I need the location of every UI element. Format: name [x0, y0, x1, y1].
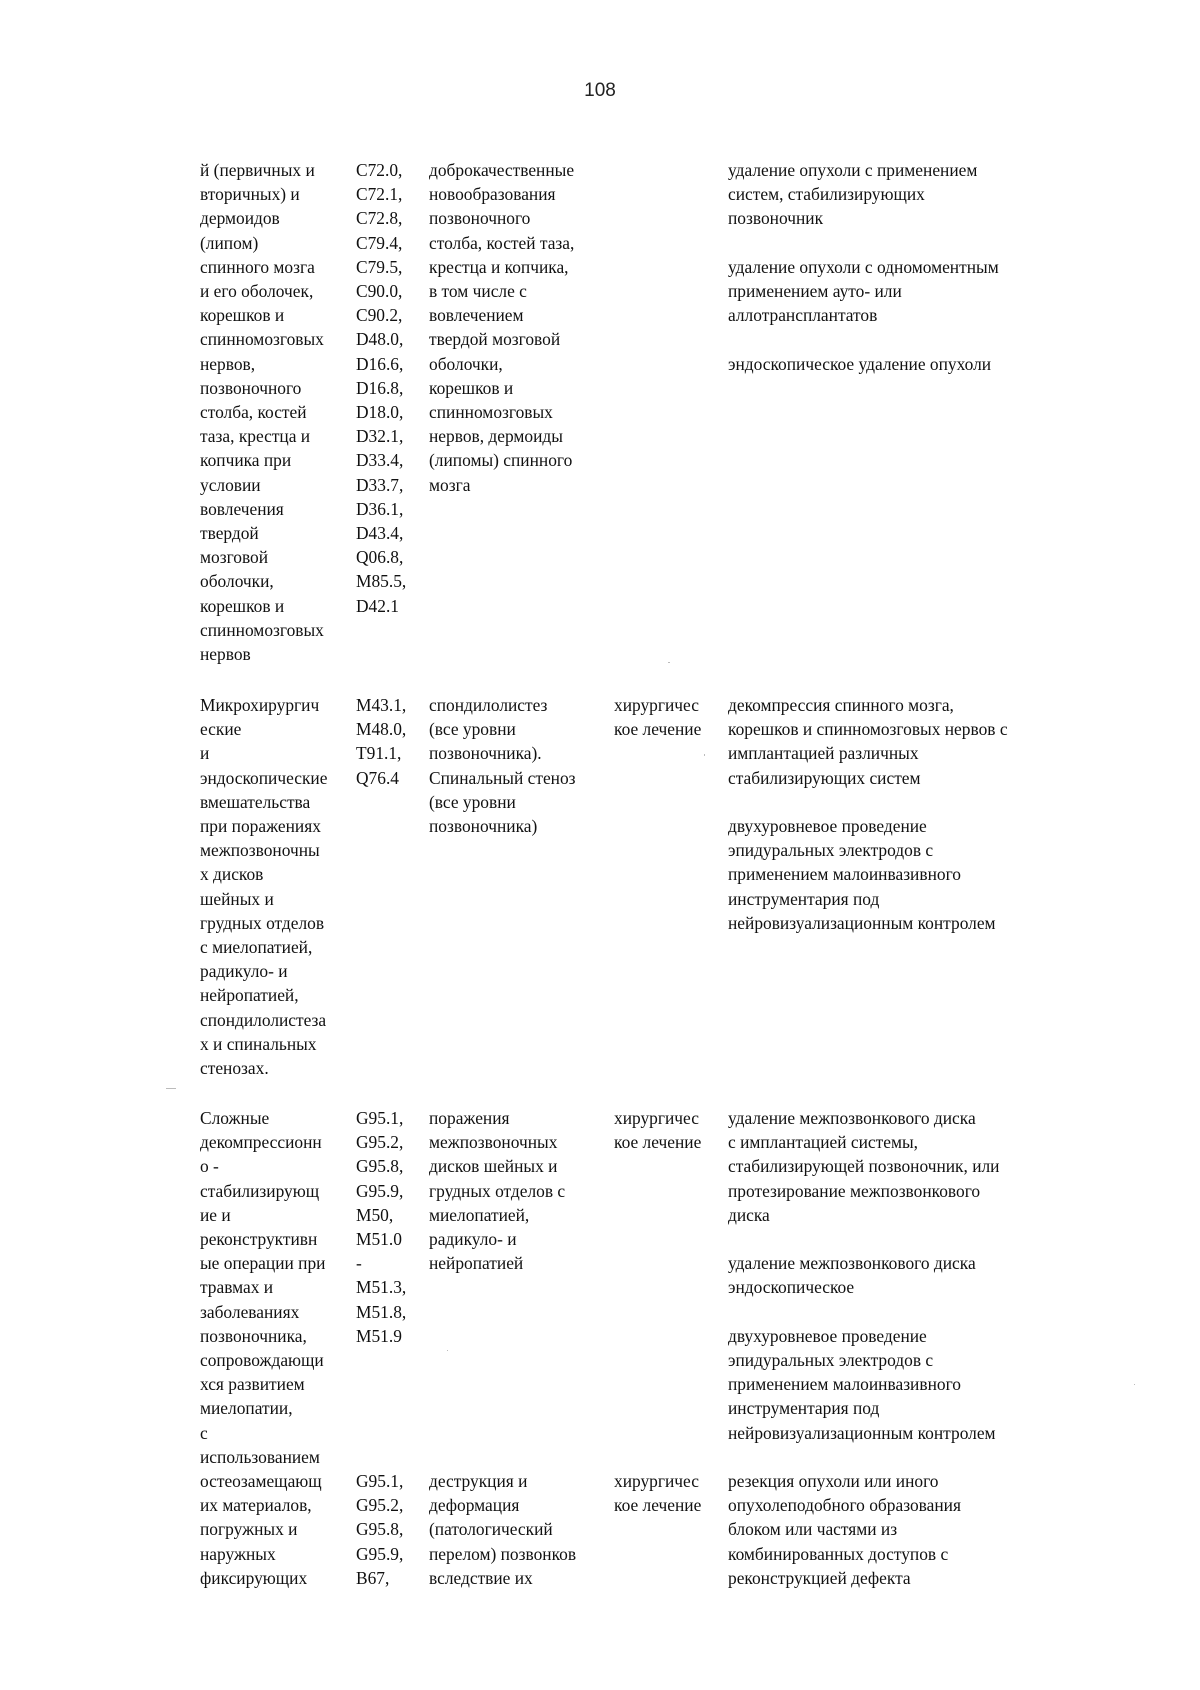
treatment-type-cell: хирургичес кое лечение — [614, 1471, 702, 1516]
intervention-name-cell: Сложные декомпрессионн о - стабилизирующ ие и реконструктивн ые операции при травмах и заболеваниях позвоночника, сопровождающи хся развитием миелопатии, с использованием — [200, 1108, 326, 1467]
treatment-type-cell: хирургичес кое лечение — [614, 1108, 702, 1153]
scan-speck — [668, 662, 670, 663]
diagnosis-cell: поражения межпозвоночных дисков шейных и грудных отделов с миелопатией, радикуло- и нейропатией — [429, 1108, 566, 1274]
page-number: 108 — [584, 80, 616, 101]
icd-codes-cell: G95.1, G95.2, G95.8, G95.9, M50, M51.0 - M51.3, M51.8, M51.9 — [356, 1108, 407, 1346]
scan-speck — [166, 1088, 176, 1089]
scan-speck — [447, 1350, 448, 1351]
icd-codes-cell: M43.1, M48.0, T91.1, Q76.4 — [356, 695, 407, 788]
diagnosis-cell: спондилолистез (все уровни позвоночника). Спинальный стеноз (все уровни позвоночника) — [429, 695, 576, 837]
intervention-name-cell: остеозамещающ их материалов, погружных и наружных фиксирующих — [200, 1471, 322, 1588]
treatment-type-cell: хирургичес кое лечение — [614, 695, 702, 740]
treatment-method-cell: удаление межпозвонкового диска с имплантацией системы, стабилизирующей позвоночник, или протезирование межпозвонкового диска удаление межпозвонкового диска эндоскопическое двухуровневое проведение эпидуральных электродов с применением малоинвазивного инструментария под нейровизуализационным контролем — [728, 1108, 1000, 1443]
icd-codes-cell: G95.1, G95.2, G95.8, G95.9, B67, — [356, 1471, 404, 1588]
treatment-method-cell: резекция опухоли или иного опухолеподобного образования блоком или частями из комбинированных доступов с реконструкцией дефекта — [728, 1471, 961, 1588]
diagnosis-cell: деструкция и деформация (патологический перелом) позвонков вследствие их — [429, 1471, 577, 1588]
scan-speck — [1134, 1384, 1135, 1385]
treatment-method-cell: удаление опухоли с применением систем, стабилизирующих позвоночник удаление опухоли с одномоментным применением ауто- или аллотрансплантатов эндоскопическое удаление опухоли — [728, 160, 999, 374]
diagnosis-cell: доброкачественные новообразования позвоночного столба, костей таза, крестца и копчика, в том числе с вовлечением твердой мозговой оболочки, корешков и спинномозговых нервов, дермоиды (липомы) спинного мозга — [429, 160, 575, 495]
scan-speck — [704, 754, 705, 756]
icd-codes-cell: C72.0, C72.1, C72.8, C79.4, C79.5, C90.0, C90.2, D48.0, D16.6, D16.8, D18.0, D32.1, D33.4, D33.7, D36.1, D43.4, Q06.8, M85.5, D42.1 — [356, 160, 407, 616]
treatment-method-cell: декомпрессия спинного мозга, корешков и спинномозговых нервов с имплантацией различных стабилизирующих систем двухуровневое проведение эпидуральных электродов с применением малоинвазивного инструментария под нейровизуализационным контролем — [728, 695, 1008, 933]
intervention-name-cell: й (первичных и вторичных) и дермоидов (липом) спинного мозга и его оболочек, корешков и спинномозговых нервов, позвоночного столба, костей таза, крестца и копчика при условии вовлечения твердой мозговой оболочки, корешков и спинномозговых нервов — [200, 160, 324, 665]
intervention-name-cell: Микрохирургич еские и эндоскопические вмешательства при поражениях межпозвоночны х дисков шейных и грудных отделов с миелопатией, радикуло- и нейропатией, спондилолистеза х и спинальных стенозах. — [200, 695, 328, 1079]
